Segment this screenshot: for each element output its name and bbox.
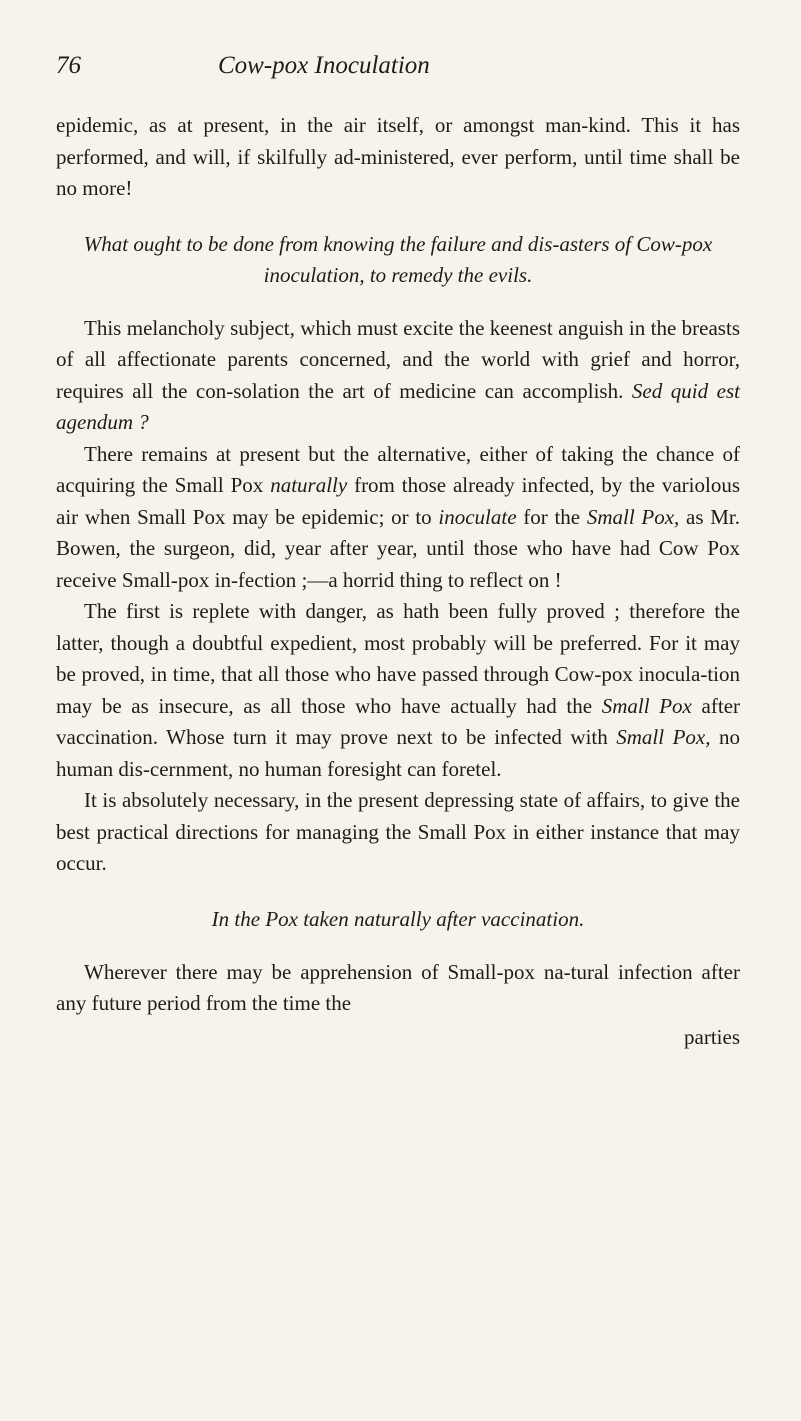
- paragraph-wherever: Wherever there may be apprehension of Small-pox na-tural infection after any future period from the time the: [56, 959, 740, 1015]
- page-header: [0, 52, 801, 92]
- text-run: after vaccination. Whose turn it may prove next to be infected with: [56, 693, 741, 749]
- text-run: no human dis-cernment, no human foresight can foretel.: [56, 725, 741, 781]
- page-number: 76: [56, 52, 81, 79]
- paragraph-necessary: It is absolutely necessary, in the present depressing state of affairs, to give the best practical directions for managing the Small Pox in either instance that may occur.: [56, 788, 740, 875]
- text-run: There remains at present but the alternative, either of taking the chance of acquiring the Small Pox: [56, 441, 740, 497]
- paragraph-melancholy: [56, 313, 740, 439]
- catchword: parties: [684, 1024, 740, 1049]
- text-run: from those already infected, by the variolous air when Small Pox may be epidemic; or to: [56, 473, 740, 529]
- paragraph-first-replete: [56, 596, 740, 785]
- text-run: for the: [516, 504, 587, 529]
- section-heading-natural-pox: In the Pox taken naturally after vaccination.: [211, 906, 585, 931]
- text-run: as Mr. Bowen, the surgeon, did, year after year, until those who have had Cow Pox receive Small-pox in-fection ;—a horrid thing to reflect on !: [56, 504, 740, 592]
- emphasis-small-pox: Small Pox,: [616, 725, 711, 749]
- emphasis-small-pox: Small Pox,: [586, 504, 680, 529]
- paragraph-continuation: epidemic, as at present, in the air itself, or amongst man-kind. This it has performed, and will, if skilfully ad-ministered, ever perform, until time shall be no more!: [56, 113, 740, 200]
- page-body: [56, 110, 740, 1053]
- emphasis-inoculate: inoculate: [438, 504, 517, 529]
- paragraph-alternative: [56, 439, 740, 597]
- section-heading-remedy: What ought to be done from knowing the failure and dis-asters of Cow-pox inoculation, to remedy the evils.: [83, 231, 713, 287]
- text-run: The first is replete with danger, as hath been fully proved ; therefore the latter, though a doubtful expedient, most probably will be preferred. For it may be proved, in time, that all those who have passed through Cow-pox inocula-tion may be as insecure, as all those who have actually had the: [56, 599, 740, 718]
- emphasis-small-pox: Small Pox: [601, 693, 692, 718]
- emphasis-naturally: naturally: [270, 473, 348, 497]
- latin-phrase: Sed quid est agendum ?: [56, 378, 741, 434]
- paragraph-text: This melancholy subject, which must excite the keenest anguish in the breasts of all affectionate parents concerned, and the world with grief and horror, requires all the con-solation the art of medicine can accomplish.: [56, 315, 740, 403]
- running-title: Cow-pox Inoculation: [218, 52, 430, 79]
